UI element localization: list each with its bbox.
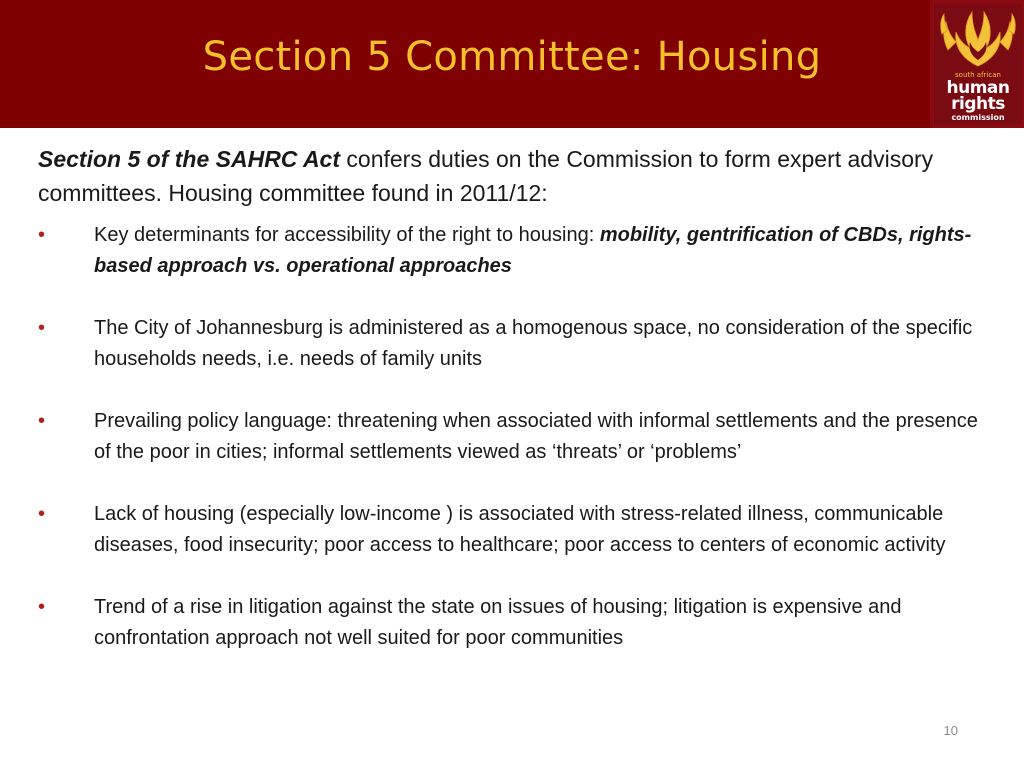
bullet-text: Trend of a rise in litigation against the state on issues of housing; litigation is expensive and confrontation approach not well suited for poor communities — [94, 596, 902, 649]
slide-body — [38, 142, 998, 685]
bullet-item — [38, 499, 998, 561]
bullet-marker: • — [38, 224, 46, 246]
bullet-item — [38, 406, 998, 468]
bullet-marker: • — [38, 596, 46, 618]
bullet-item — [38, 592, 998, 654]
logo-word-human: human — [946, 78, 1010, 98]
logo-panel — [934, 4, 1022, 124]
bullet-text: Prevailing policy language: threatening when associated with informal settlements and the presence of the poor in cities; informal settlements viewed as ‘threats’ or ‘problems’ — [94, 410, 978, 463]
bullet-marker: • — [38, 317, 46, 339]
logo-word-commission: commission — [951, 113, 1005, 122]
intro-rest: confers duties on the Commission to form expert advisory committees. Housing committee found in 2011/12: — [38, 146, 934, 206]
bullet-item — [38, 220, 998, 282]
bullet-marker: • — [38, 503, 46, 525]
bullet-emphasis: mobility, gentrification of CBDs, rights-based approach vs. operational approaches — [94, 224, 972, 277]
sahrc-logo — [930, 0, 1024, 128]
bullet-list — [38, 220, 998, 654]
intro-paragraph — [38, 142, 968, 210]
page-number: 10 — [943, 723, 958, 738]
bullet-text: Key determinants for accessibility of the right to housing: — [94, 224, 600, 246]
logo-tagline: south african — [955, 71, 1001, 79]
bullet-text: The City of Johannesburg is administered as a homogenous space, no consideration of the specific households needs, i.e. needs of family units — [94, 317, 973, 370]
bullet-text: Lack of housing (especially low-income ) is associated with stress-related illness, communicable diseases, food insecurity; poor access to healthcare; poor access to centers of economic activity — [94, 503, 946, 556]
logo-word-rights: rights — [951, 94, 1005, 114]
intro-lead: Section 5 of the SAHRC Act — [38, 146, 341, 172]
slide-title: Section 5 Committee: Housing — [202, 34, 822, 80]
bullet-marker: • — [38, 410, 46, 432]
bullet-item — [38, 313, 998, 375]
